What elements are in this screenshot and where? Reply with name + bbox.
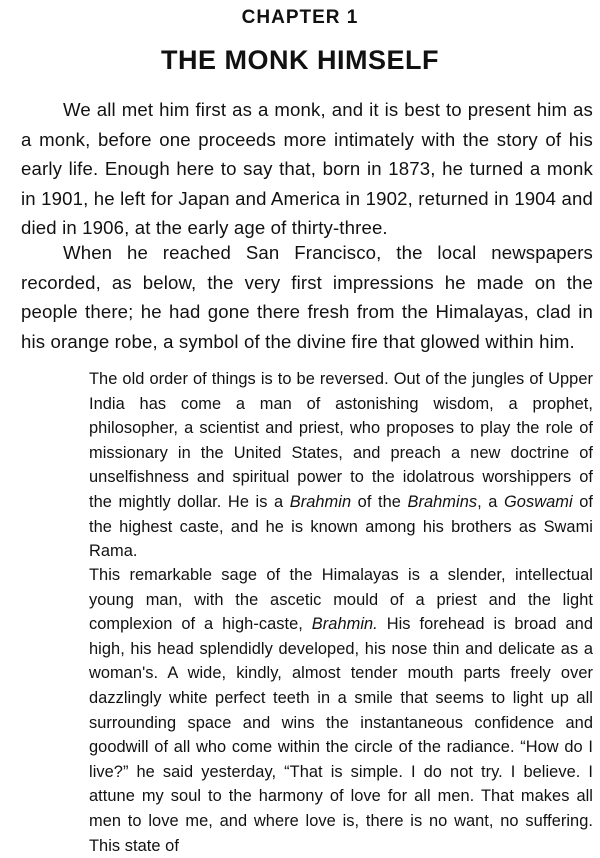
newspaper-quote-2 <box>89 563 593 858</box>
quote1-emphasis-brahmin: Brahmin <box>289 492 352 511</box>
quote1-emphasis-brahmins: Brahmins <box>407 492 478 511</box>
quote1-emphasis-goswami: Goswami <box>504 492 573 511</box>
paragraph-intro: We all met him first as a monk, and it is best to present him as a monk, before one proceeds more intimately with the story of his early life. Enough here to say that, born in 1873, he turned a monk in 1901, he left for Japan and America in 1902, returned in 1904 and died in 1906, at the early age of thirty-three. <box>21 99 593 238</box>
quote2-text-b: His forehead is broad and high, his head splendidly developed, his nose thin and delicate as a woman's. A wide, kindly, almost tender mouth parts freely over dazzlingly white perfect teeth in a smile that seems to light up all surrounding space and wins the instantaneous confidence and goodwill of all who come within the circle of the radiance. “How do I live?” he said yesterday, “That is simple. I do not try. I believe. I attune my soul to the harmony of love for all men. That makes all men to love me, and where love is, there is no want, no suffering. This state of <box>89 615 593 855</box>
quote1-text-a: The old order of things is to be reversed. Out of the jungles of Upper India has come a man of astonishing wisdom, a prophet, philosopher, a scientist and priest, who proposes to play the role of missionary in the United States, and preach a new doctrine of unselfishness and spiritual power to the idolatrous worshippers of the mightly dollar. He is a <box>89 370 593 511</box>
quote1-text-d: of the highest caste, and he is known among his brothers as Swami Rama. <box>89 492 593 561</box>
chapter-label: CHAPTER 1 <box>241 7 359 28</box>
quote1-text-c: , a <box>477 492 504 511</box>
quote1-text-b: of the <box>351 492 408 511</box>
newspaper-quote-1 <box>89 367 593 564</box>
quote2-emphasis-brahmin: Brahmin. <box>311 615 378 634</box>
paragraph-san-francisco: When he reached San Francisco, the local newspapers recorded, as below, the very first impressions he made on the people there; he had gone there fresh from the Himalayas, clad in his orange robe, a symbol of the divine fire that glowed within him. <box>21 242 593 352</box>
quote2-text-a: This remarkable sage of the Himalayas is a slender, intellectual young man, with the ascetic mould of a priest and the light complexion of a high-caste, <box>89 566 593 634</box>
chapter-title: THE MONK HIMSELF <box>161 45 439 75</box>
